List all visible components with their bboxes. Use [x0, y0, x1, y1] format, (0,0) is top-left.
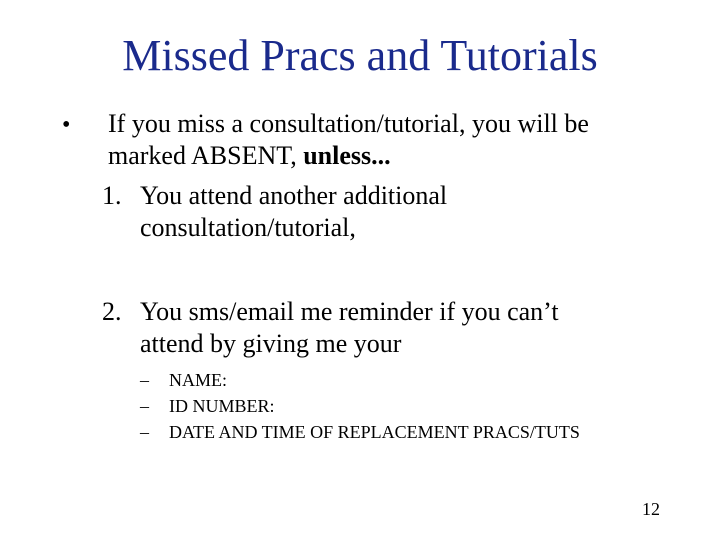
item-text: You sms/email me reminder if you can’t attend by giving me your: [140, 297, 559, 358]
bullet-text: [108, 108, 668, 172]
dash-marker: –: [140, 396, 149, 416]
item-text: You attend another additional consultation/tutorial,: [140, 181, 448, 242]
bullet-text-bold: unless...: [303, 141, 391, 170]
dash-marker: –: [140, 422, 149, 442]
item-number: 2.: [102, 297, 122, 326]
numbered-item-1: [102, 180, 642, 250]
sub-item-text: NAME:: [169, 370, 227, 390]
page-number: 12: [642, 499, 660, 519]
bullet-marker: •: [62, 112, 71, 138]
sub-item-text: DATE AND TIME OF REPLACEMENT PRACS/TUTS: [169, 422, 580, 442]
slide-title: Missed Pracs and Tutorials: [122, 31, 598, 80]
dash-marker: –: [140, 370, 149, 390]
bullet-text-normal: If you miss a consultation/tutorial, you will be marked ABSENT,: [108, 109, 589, 170]
numbered-item-2: [102, 296, 662, 366]
sub-item-text: ID NUMBER:: [169, 396, 275, 416]
item-number: 1.: [102, 181, 122, 210]
